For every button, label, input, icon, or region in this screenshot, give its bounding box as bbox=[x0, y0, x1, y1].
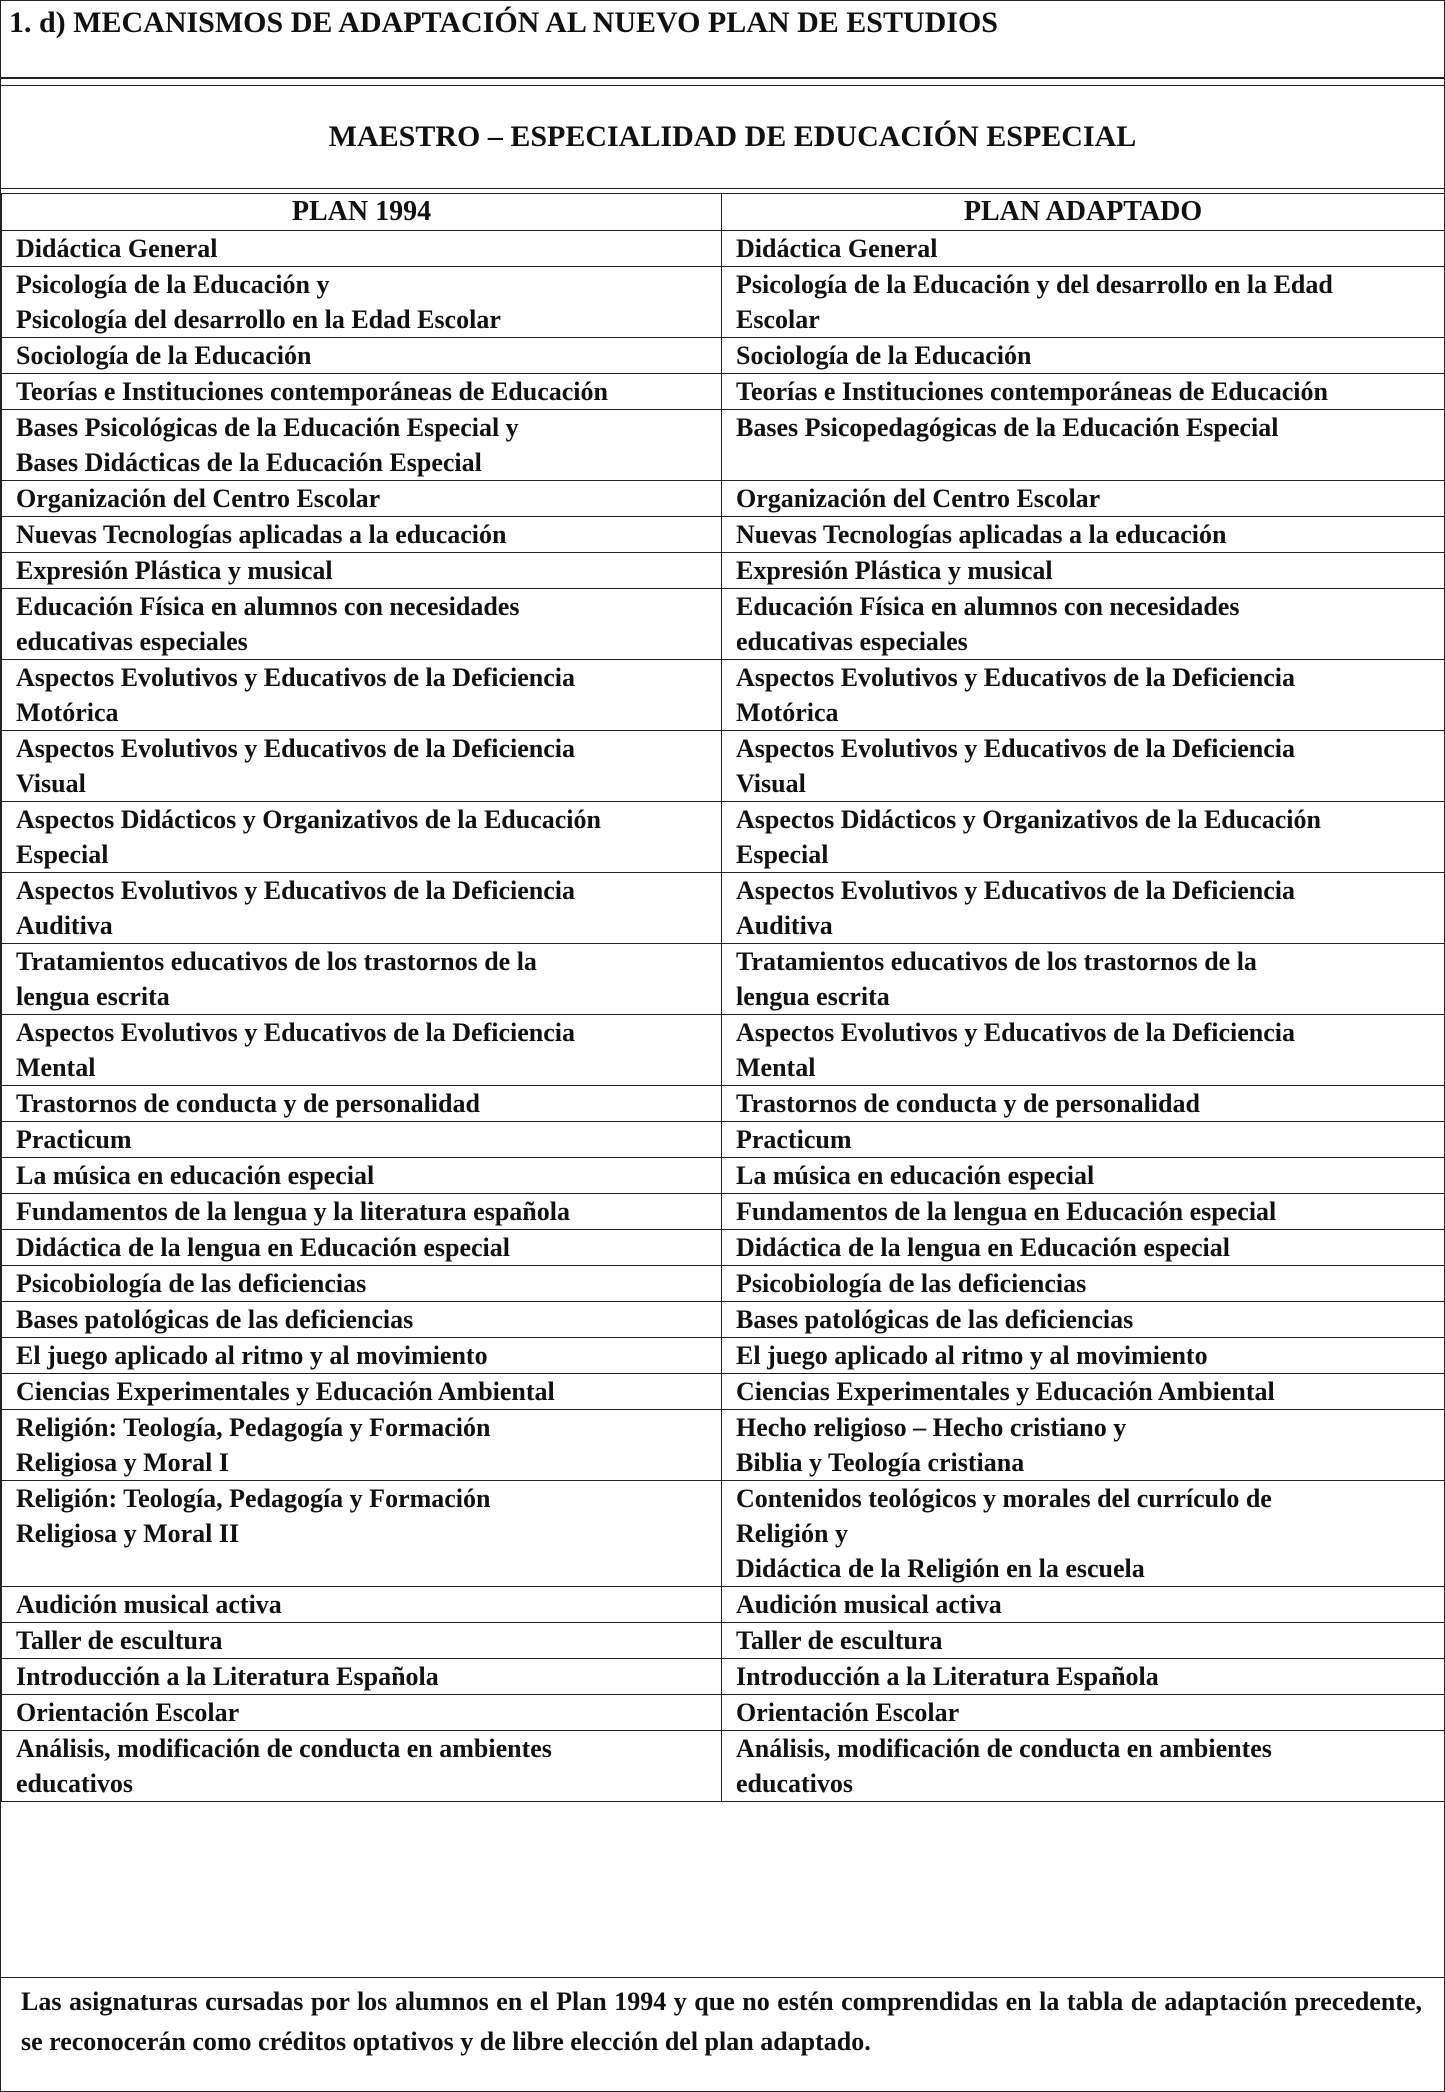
cell-line: El juego aplicado al ritmo y al movimiento bbox=[736, 1341, 1208, 1370]
cell-line: Fundamentos de la lengua y la literatura española bbox=[16, 1197, 570, 1226]
cell-line: Psicobiología de las deficiencias bbox=[736, 1269, 1087, 1298]
table-row bbox=[2, 374, 1445, 410]
plan-1994-cell bbox=[2, 481, 722, 517]
plan-adaptado-cell bbox=[722, 231, 1445, 267]
cell-line: Sociología de la Educación bbox=[736, 341, 1032, 370]
table-row bbox=[2, 410, 1445, 481]
plan-adaptado-cell bbox=[722, 374, 1445, 410]
table-row bbox=[2, 481, 1445, 517]
plan-adaptado-cell bbox=[722, 1158, 1445, 1194]
cell-line: Motórica bbox=[16, 698, 119, 727]
cell-line: Introducción a la Literatura Española bbox=[736, 1662, 1159, 1691]
cell-line: Psicología de la Educación y del desarrollo en la Edad bbox=[736, 270, 1333, 299]
cell-line: educativas especiales bbox=[16, 627, 248, 656]
plan-1994-cell bbox=[2, 1158, 722, 1194]
plan-adaptado-cell bbox=[722, 1623, 1445, 1659]
table-row bbox=[2, 1695, 1445, 1731]
plan-1994-cell bbox=[2, 660, 722, 731]
cell-line: Aspectos Didácticos y Organizativos de la Educación bbox=[736, 805, 1321, 834]
cell-line: Didáctica de la lengua en Educación especial bbox=[16, 1233, 510, 1262]
cell-line: Aspectos Evolutivos y Educativos de la Deficiencia bbox=[736, 734, 1295, 763]
cell-line: Psicología del desarrollo en la Edad Escolar bbox=[16, 305, 501, 334]
plan-1994-cell bbox=[2, 1194, 722, 1230]
plan-adaptado-cell bbox=[722, 1302, 1445, 1338]
plan-adaptado-cell bbox=[722, 1659, 1445, 1695]
plan-adaptado-cell bbox=[722, 1374, 1445, 1410]
cell-line: educativas especiales bbox=[736, 627, 968, 656]
table-header-row bbox=[2, 194, 1445, 231]
cell-line: Didáctica de la Religión en la escuela bbox=[736, 1554, 1145, 1583]
cell-line: Organización del Centro Escolar bbox=[736, 484, 1101, 513]
cell-line: Didáctica de la lengua en Educación especial bbox=[736, 1233, 1230, 1262]
table-row bbox=[2, 1338, 1445, 1374]
cell-line: Psicología de la Educación y bbox=[16, 270, 330, 299]
table-row bbox=[2, 1659, 1445, 1695]
table-row bbox=[2, 1410, 1445, 1481]
cell-line: Especial bbox=[736, 840, 829, 869]
cell-line: lengua escrita bbox=[736, 982, 890, 1011]
plan-1994-cell bbox=[2, 1338, 722, 1374]
table-row bbox=[2, 731, 1445, 802]
table-row bbox=[2, 553, 1445, 589]
table-row bbox=[2, 1374, 1445, 1410]
cell-line: La música en educación especial bbox=[736, 1161, 1095, 1190]
cell-line: Practicum bbox=[736, 1125, 852, 1154]
table-row bbox=[2, 1481, 1445, 1587]
cell-line: Didáctica General bbox=[736, 234, 938, 263]
plan-1994-cell bbox=[2, 1731, 722, 1802]
cell-line: Motórica bbox=[736, 698, 839, 727]
table-row bbox=[2, 660, 1445, 731]
cell-line: Aspectos Evolutivos y Educativos de la Deficiencia bbox=[736, 1018, 1295, 1047]
plan-1994-cell bbox=[2, 944, 722, 1015]
plan-1994-cell bbox=[2, 267, 722, 338]
cell-line: Teorías e Instituciones contemporáneas de Educación bbox=[736, 377, 1328, 406]
cell-line: Ciencias Experimentales y Educación Ambiental bbox=[736, 1377, 1275, 1406]
table-row bbox=[2, 1015, 1445, 1086]
cell-line: Trastornos de conducta y de personalidad bbox=[736, 1089, 1200, 1118]
cell-line: Organización del Centro Escolar bbox=[16, 484, 381, 513]
cell-line: Tratamientos educativos de los trastornos de la bbox=[736, 947, 1257, 976]
plan-adaptado-cell bbox=[722, 873, 1445, 944]
plan-adaptado-cell bbox=[722, 1410, 1445, 1481]
table-row bbox=[2, 1086, 1445, 1122]
plan-adaptado-cell bbox=[722, 1122, 1445, 1158]
cell-line: Educación Física en alumnos con necesidades bbox=[736, 592, 1240, 621]
cell-line: Ciencias Experimentales y Educación Ambiental bbox=[16, 1377, 555, 1406]
table-row bbox=[2, 802, 1445, 873]
plan-adaptado-cell bbox=[722, 589, 1445, 660]
plan-adaptado-cell bbox=[722, 1587, 1445, 1623]
cell-line: Visual bbox=[16, 769, 86, 798]
plan-1994-cell bbox=[2, 1302, 722, 1338]
plan-1994-cell bbox=[2, 1695, 722, 1731]
cell-line: Biblia y Teología cristiana bbox=[736, 1448, 1025, 1477]
cell-line: Orientación Escolar bbox=[736, 1698, 960, 1727]
cell-line: Especial bbox=[16, 840, 109, 869]
plan-1994-cell bbox=[2, 802, 722, 873]
header-plan-1994: PLAN 1994 bbox=[2, 194, 722, 231]
table-row bbox=[2, 1122, 1445, 1158]
cell-line: Religión: Teología, Pedagogía y Formación bbox=[16, 1484, 491, 1513]
plan-1994-cell bbox=[2, 1122, 722, 1158]
plan-adaptado-cell bbox=[722, 410, 1445, 481]
plan-1994-cell bbox=[2, 1086, 722, 1122]
cell-line: Bases Psicológicas de la Educación Especial y bbox=[16, 413, 519, 442]
table-row bbox=[2, 517, 1445, 553]
cell-line: Aspectos Evolutivos y Educativos de la Deficiencia bbox=[736, 876, 1295, 905]
cell-line: Audición musical activa bbox=[16, 1590, 282, 1619]
cell-line: Taller de escultura bbox=[16, 1626, 223, 1655]
plan-adaptado-cell bbox=[722, 731, 1445, 802]
plan-1994-cell bbox=[2, 731, 722, 802]
cell-line: La música en educación especial bbox=[16, 1161, 375, 1190]
cell-line: Análisis, modificación de conducta en ambientes bbox=[16, 1734, 552, 1763]
cell-line: Auditiva bbox=[736, 911, 833, 940]
cell-line: Bases patológicas de las deficiencias bbox=[736, 1305, 1134, 1334]
plan-adaptado-cell bbox=[722, 1194, 1445, 1230]
table-row bbox=[2, 1731, 1445, 1802]
plan-1994-cell bbox=[2, 553, 722, 589]
cell-line: Contenidos teológicos y morales del currículo de bbox=[736, 1484, 1272, 1513]
plan-1994-cell bbox=[2, 1481, 722, 1587]
plan-adaptado-cell bbox=[722, 1338, 1445, 1374]
plan-1994-cell bbox=[2, 1374, 722, 1410]
cell-line: Escolar bbox=[736, 305, 820, 334]
plan-1994-cell bbox=[2, 1623, 722, 1659]
plan-1994-cell bbox=[2, 1659, 722, 1695]
cell-line: El juego aplicado al ritmo y al movimiento bbox=[16, 1341, 488, 1370]
section-title: 1. d) MECANISMOS DE ADAPTACIÓN AL NUEVO PLAN DE ESTUDIOS bbox=[1, 1, 1444, 79]
cell-line: Mental bbox=[736, 1053, 816, 1082]
plan-adaptado-cell bbox=[722, 338, 1445, 374]
table-row bbox=[2, 231, 1445, 267]
cell-line: Taller de escultura bbox=[736, 1626, 943, 1655]
plan-1994-cell bbox=[2, 1230, 722, 1266]
cell-line: Trastornos de conducta y de personalidad bbox=[16, 1089, 480, 1118]
plan-1994-cell bbox=[2, 1587, 722, 1623]
cell-line: Expresión Plástica y musical bbox=[16, 556, 333, 585]
plan-adaptado-cell bbox=[722, 1266, 1445, 1302]
table-row bbox=[2, 1623, 1445, 1659]
plan-adaptado-cell bbox=[722, 1230, 1445, 1266]
cell-line: Análisis, modificación de conducta en ambientes bbox=[736, 1734, 1272, 1763]
table-row bbox=[2, 873, 1445, 944]
specialty-title: MAESTRO – ESPECIALIDAD DE EDUCACIÓN ESPECIAL bbox=[1, 85, 1444, 189]
plan-1994-cell bbox=[2, 374, 722, 410]
table-body bbox=[2, 231, 1445, 1802]
cell-line: lengua escrita bbox=[16, 982, 170, 1011]
plan-1994-cell bbox=[2, 231, 722, 267]
cell-line: Religiosa y Moral I bbox=[16, 1448, 230, 1477]
cell-line: Aspectos Evolutivos y Educativos de la Deficiencia bbox=[16, 876, 575, 905]
cell-line: Sociología de la Educación bbox=[16, 341, 312, 370]
plan-adaptado-cell bbox=[722, 517, 1445, 553]
cell-line: educativos bbox=[736, 1769, 853, 1798]
cell-line: Didáctica General bbox=[16, 234, 218, 263]
plan-adaptado-cell bbox=[722, 802, 1445, 873]
plan-adaptado-cell bbox=[722, 944, 1445, 1015]
plan-1994-cell bbox=[2, 589, 722, 660]
plan-adaptado-cell bbox=[722, 1731, 1445, 1802]
table-row bbox=[2, 267, 1445, 338]
cell-line: Expresión Plástica y musical bbox=[736, 556, 1053, 585]
plan-adaptado-cell bbox=[722, 553, 1445, 589]
plan-adaptado-cell bbox=[722, 267, 1445, 338]
adaptation-table bbox=[1, 193, 1445, 1802]
cell-line: Aspectos Didácticos y Organizativos de la Educación bbox=[16, 805, 601, 834]
table-row bbox=[2, 1158, 1445, 1194]
table-row bbox=[2, 1266, 1445, 1302]
cell-line: Educación Física en alumnos con necesidades bbox=[16, 592, 520, 621]
cell-line: Bases Didácticas de la Educación Especial bbox=[16, 448, 482, 477]
cell-line: Aspectos Evolutivos y Educativos de la Deficiencia bbox=[16, 1018, 575, 1047]
plan-1994-cell bbox=[2, 1410, 722, 1481]
cell-line: Fundamentos de la lengua en Educación especial bbox=[736, 1197, 1277, 1226]
cell-line: Nuevas Tecnologías aplicadas a la educación bbox=[16, 520, 507, 549]
cell-line: Practicum bbox=[16, 1125, 132, 1154]
plan-adaptado-cell bbox=[722, 481, 1445, 517]
cell-line: Bases patológicas de las deficiencias bbox=[16, 1305, 414, 1334]
cell-line: Mental bbox=[16, 1053, 96, 1082]
plan-1994-cell bbox=[2, 517, 722, 553]
header-plan-adaptado: PLAN ADAPTADO bbox=[722, 194, 1445, 231]
plan-adaptado-cell bbox=[722, 1481, 1445, 1587]
cell-line: Visual bbox=[736, 769, 806, 798]
plan-adaptado-cell bbox=[722, 1695, 1445, 1731]
plan-1994-cell bbox=[2, 1015, 722, 1086]
cell-line: Introducción a la Literatura Española bbox=[16, 1662, 439, 1691]
cell-line: Religión y bbox=[736, 1519, 848, 1548]
cell-line: educativos bbox=[16, 1769, 133, 1798]
cell-line: Nuevas Tecnologías aplicadas a la educación bbox=[736, 520, 1227, 549]
plan-1994-cell bbox=[2, 338, 722, 374]
plan-1994-cell bbox=[2, 1266, 722, 1302]
plan-adaptado-cell bbox=[722, 660, 1445, 731]
cell-line: Auditiva bbox=[16, 911, 113, 940]
cell-line: Religión: Teología, Pedagogía y Formación bbox=[16, 1413, 491, 1442]
plan-adaptado-cell bbox=[722, 1086, 1445, 1122]
table-row bbox=[2, 1194, 1445, 1230]
table-row bbox=[2, 1302, 1445, 1338]
cell-line: Bases Psicopedagógicas de la Educación Especial bbox=[736, 413, 1279, 442]
cell-line: Orientación Escolar bbox=[16, 1698, 240, 1727]
cell-line: Audición musical activa bbox=[736, 1590, 1002, 1619]
cell-line: Aspectos Evolutivos y Educativos de la Deficiencia bbox=[736, 663, 1295, 692]
table-row bbox=[2, 944, 1445, 1015]
cell-line: Hecho religioso – Hecho cristiano y bbox=[736, 1413, 1127, 1442]
table-row bbox=[2, 1230, 1445, 1266]
cell-line: Psicobiología de las deficiencias bbox=[16, 1269, 367, 1298]
table-row bbox=[2, 589, 1445, 660]
plan-adaptado-cell bbox=[722, 1015, 1445, 1086]
plan-1994-cell bbox=[2, 410, 722, 481]
table-row bbox=[2, 1587, 1445, 1623]
cell-line: Religiosa y Moral II bbox=[16, 1519, 240, 1548]
table-row bbox=[2, 338, 1445, 374]
cell-line: Teorías e Instituciones contemporáneas de Educación bbox=[16, 377, 608, 406]
footnote: Las asignaturas cursadas por los alumnos en el Plan 1994 y que no estén comprendidas en la tabla de adaptación precedente, se reconocerán como créditos optativos y de libre elección del plan adaptado. bbox=[1, 1977, 1444, 2091]
plan-1994-cell bbox=[2, 873, 722, 944]
cell-line: Tratamientos educativos de los trastornos de la bbox=[16, 947, 537, 976]
cell-line: Aspectos Evolutivos y Educativos de la Deficiencia bbox=[16, 663, 575, 692]
cell-line: Aspectos Evolutivos y Educativos de la Deficiencia bbox=[16, 734, 575, 763]
